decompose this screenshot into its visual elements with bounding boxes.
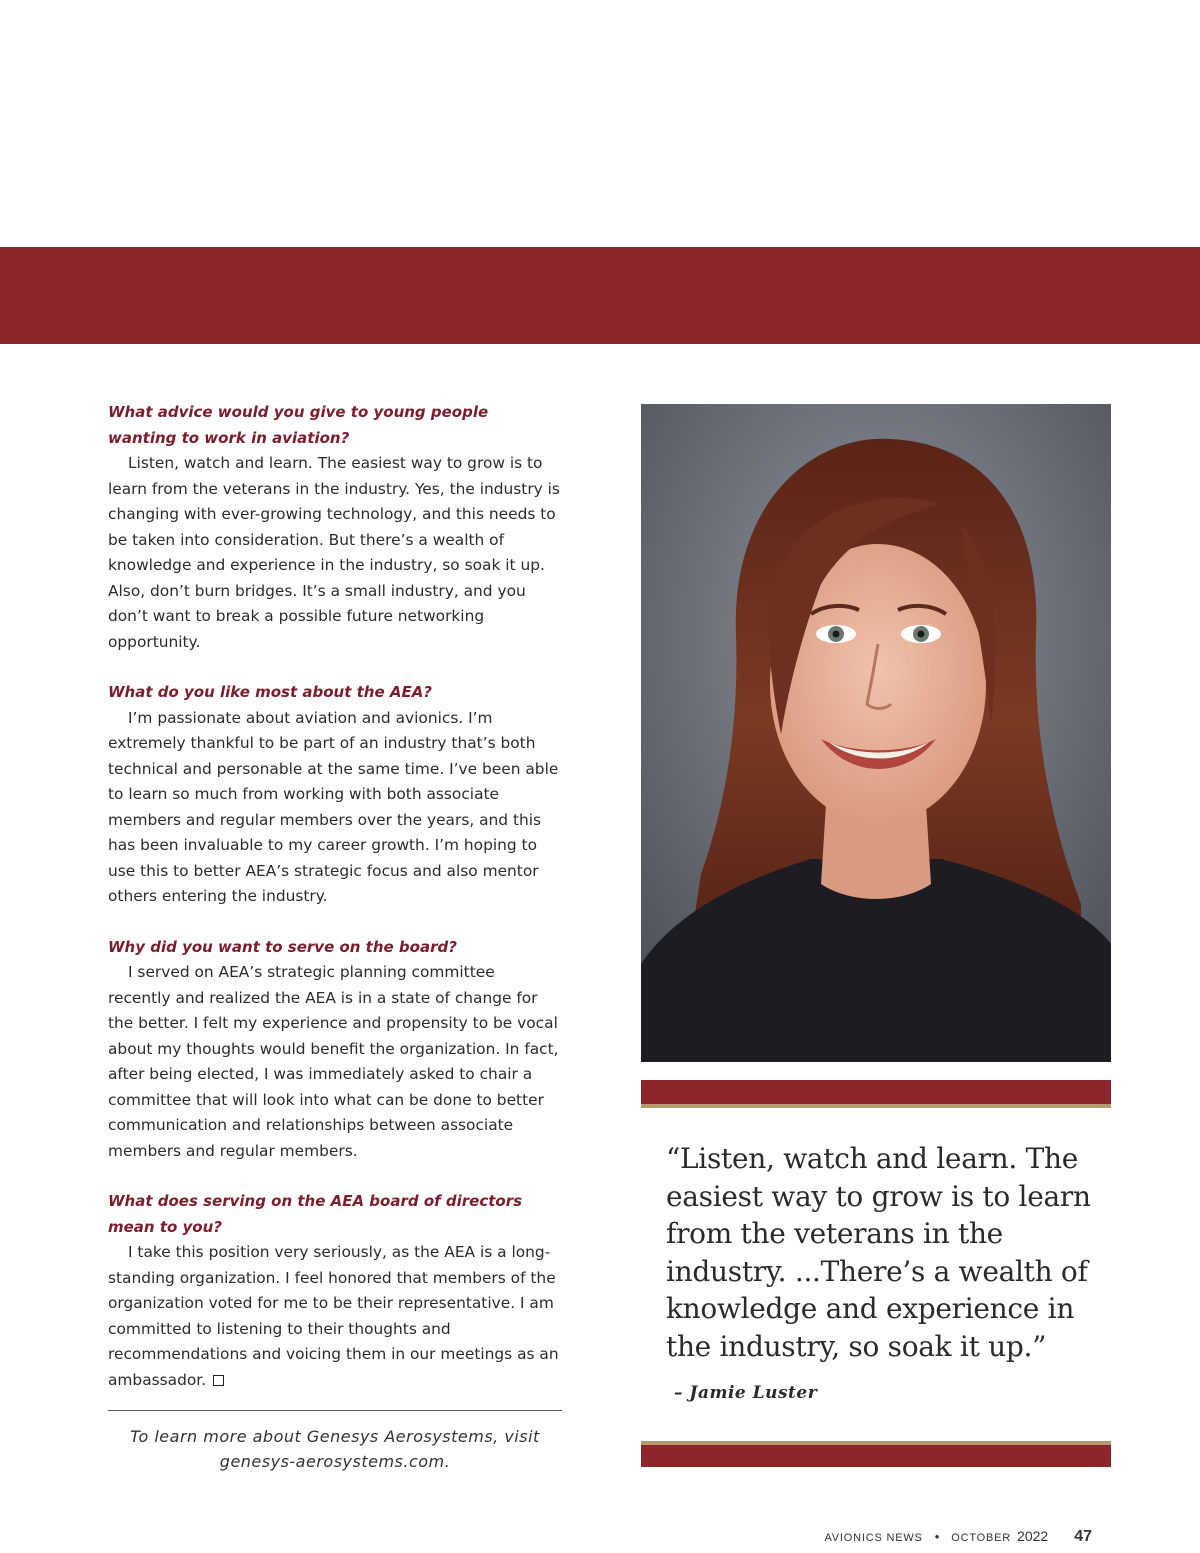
answer-1: Listen, watch and learn. The easiest way to grow is to learn from the veterans in the industry. Yes, the industry is changing with ever-growing technology, and this needs to be taken into consideration. But there’s a wealth of knowledge and experience in the industry, so soak it up. Also, don’t burn bridges. It’s a small industry, and you don’t want to break a possible future networking opportunity. [108,454,560,651]
portrait-photo [641,404,1111,1062]
footer-month: OCTOBER [951,1532,1012,1544]
footer-publication: AVIONICS NEWS [824,1532,923,1544]
pull-quote: “Listen, watch and learn. The easiest way to grow is to learn from the veterans in the industry. ...There’s a wealth of knowledge and experience in the industry, so soak it up.” [666,1142,1091,1363]
divider-rule [108,1410,562,1411]
question-3: Why did you want to serve on the board? [108,937,457,956]
footer-separator: • [934,1529,940,1544]
answer-4-text: I take this position very seriously, as the AEA is a long-standing organization. I feel honored that members of the organization voted for me to be their representative. I am committed to listening to their thoughts and recommendations and voicing them in our meetings as an ambassador. [108,1243,559,1389]
question-4: What does serving on the AEA board of directors mean to you? [108,1192,523,1236]
question-1: What advice would you give to young people wanting to work in aviation? [108,403,489,447]
answer-2: I’m passionate about aviation and avionics. I’m extremely thankful to be part of an industry that’s both technical and personable at the same time. I’ve been able to learn so much from working with both associate members and regular members over the years, and this has been invaluable to my career growth. I’m hoping to use this to better AEA’s strategic focus and also mentor others entering the industry. [108,708,559,905]
question-2: What do you like most about the AEA? [108,683,433,701]
pull-quote-top-gold-rule [641,1104,1111,1108]
page-number: 47 [1074,1528,1092,1545]
interview-column [108,400,560,1418]
pull-quote-top-bar [641,1080,1111,1104]
answer-4 [108,1240,560,1393]
header-color-band [0,247,1200,344]
pull-quote-bottom-bar [641,1445,1111,1467]
pull-quote-attribution: – Jamie Luster [674,1383,818,1403]
footer-year: 2022 [1017,1528,1049,1544]
end-of-article-box-icon [213,1375,224,1386]
learn-more-note: To learn more about Genesys Aerosystems, visit genesys-aerosystems.com. [130,1427,540,1471]
page-footer [824,1528,1092,1548]
answer-3: I served on AEA’s strategic planning committee recently and realized the AEA is in a state of change for the better. I felt my experience and propensity to be vocal about my thoughts would benefit the organization. In fact, after being elected, I was immediately asked to chair a committee that will look into what can be done to better communication and relationships between associate members and regular members. [108,963,559,1160]
